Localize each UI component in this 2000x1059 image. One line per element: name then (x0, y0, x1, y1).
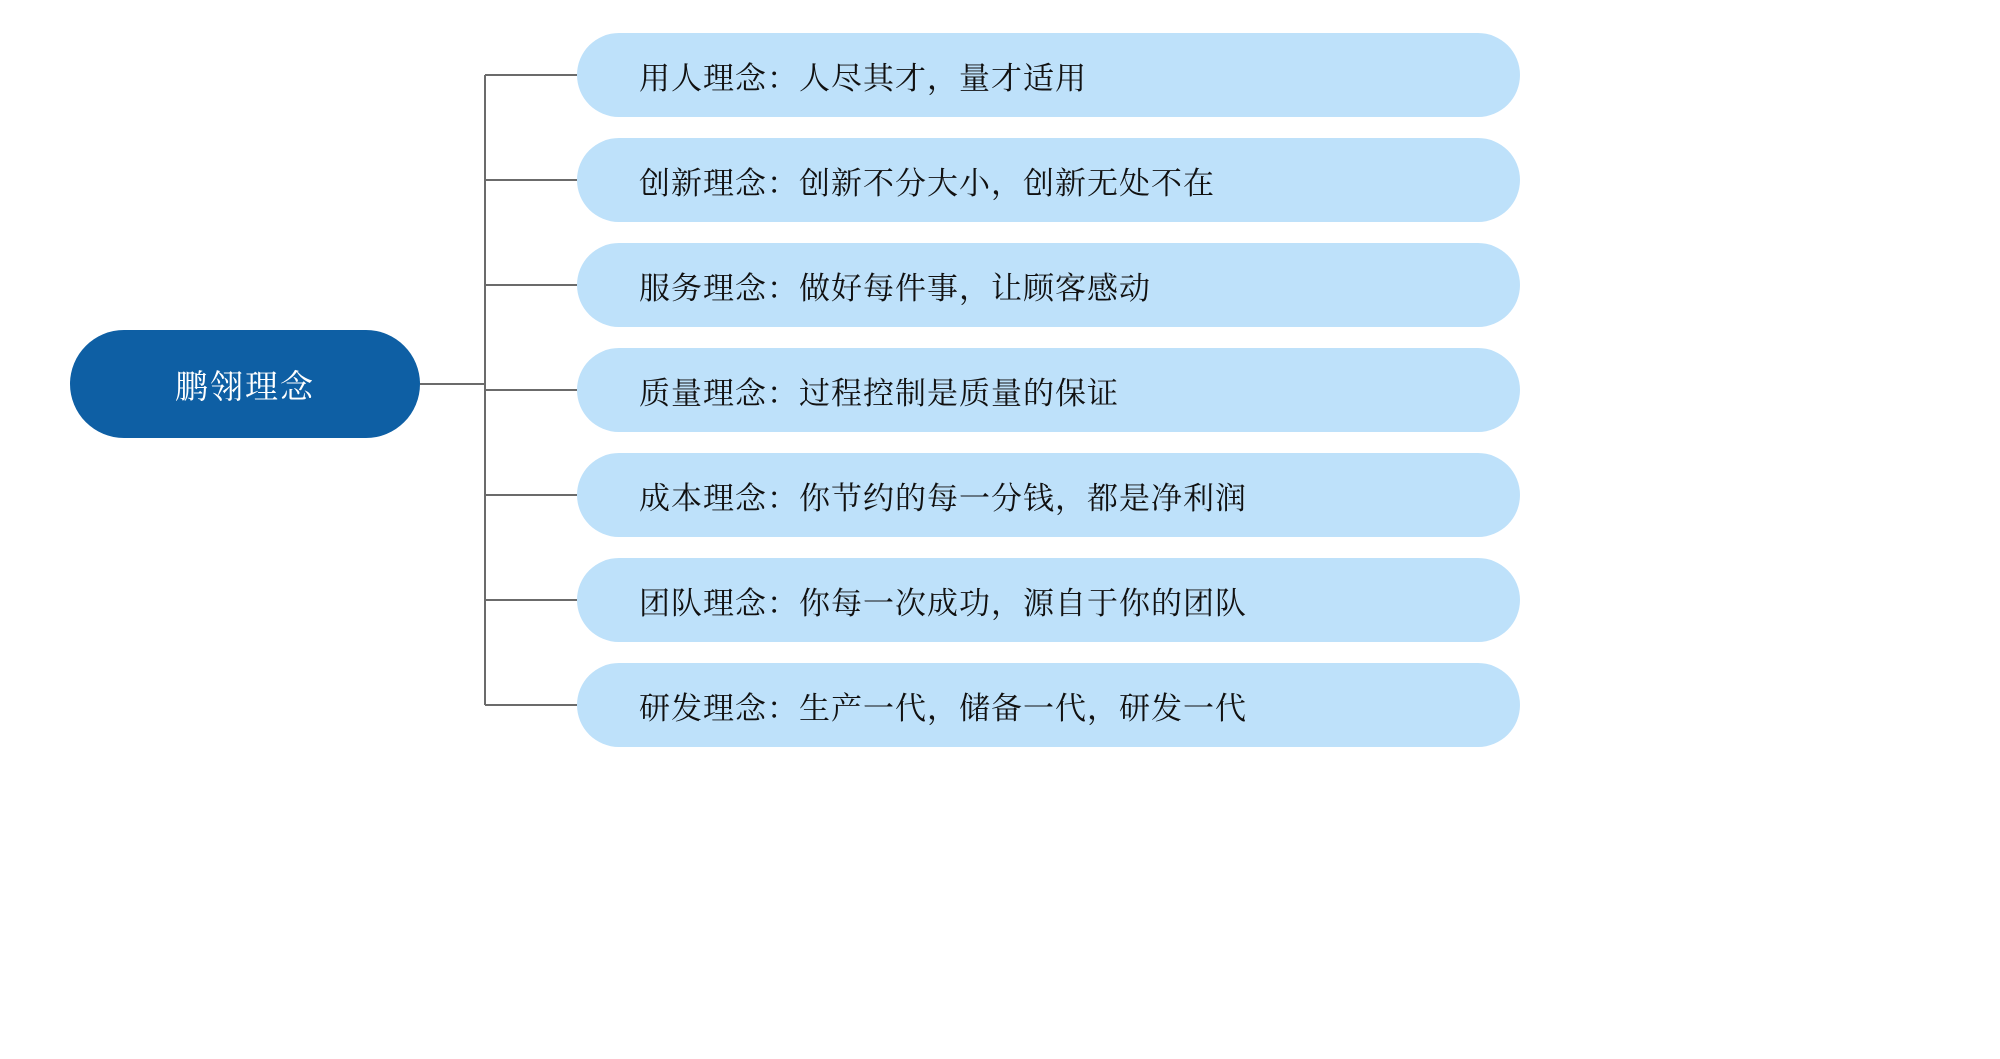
branch-node-4[interactable] (577, 348, 1520, 432)
root-node-label: 鹏翎理念 (175, 367, 315, 405)
branch-node-label: 服务理念：做好每件事，让顾客感动 (639, 270, 1151, 306)
branch-node-label: 研发理念：生产一代，储备一代，研发一代 (639, 690, 1247, 726)
branch-node-label: 团队理念：你每一次成功，源自于你的团队 (639, 585, 1247, 621)
branch-node-label: 成本理念：你节约的每一分钱，都是净利润 (639, 480, 1247, 516)
branch-node-1[interactable] (577, 33, 1520, 117)
branch-node-label: 创新理念：创新不分大小，创新无处不在 (639, 165, 1215, 201)
branch-node-label: 用人理念：人尽其才，量才适用 (639, 60, 1087, 96)
branch-node-2[interactable] (577, 138, 1520, 222)
root-node[interactable] (70, 330, 420, 438)
branch-node-label: 质量理念：过程控制是质量的保证 (639, 375, 1119, 411)
branch-node-5[interactable] (577, 453, 1520, 537)
branch-node-6[interactable] (577, 558, 1520, 642)
branch-node-3[interactable] (577, 243, 1520, 327)
branch-node-7[interactable] (577, 663, 1520, 747)
